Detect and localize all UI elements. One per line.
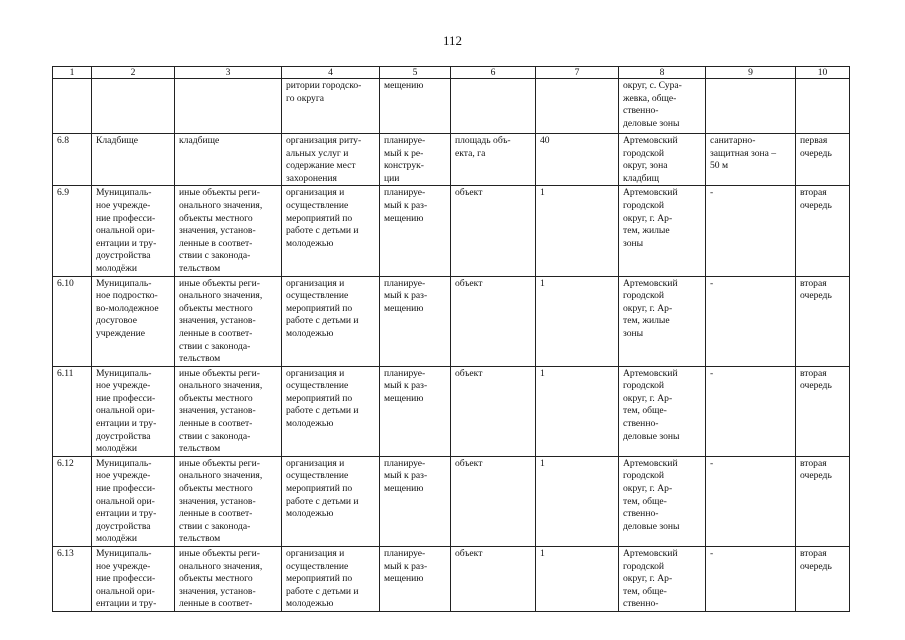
cell-row-number: 6.9 — [53, 186, 92, 276]
column-number: 6 — [451, 67, 536, 79]
cell-object-name: Муниципаль- ное учрежде- ние професси- ональной ори- ентации и тру- доустройства молодёжи — [92, 366, 175, 456]
cell-characteristic: объект — [451, 186, 536, 276]
column-number: 5 — [380, 67, 451, 79]
column-number: 2 — [92, 67, 175, 79]
cell-value: 40 — [536, 134, 619, 186]
cell-row-number: 6.11 — [53, 366, 92, 456]
cell-purpose: организация и осуществление мероприятий по работе с детьми и молодежью — [282, 276, 380, 366]
cell-zone — [706, 79, 796, 134]
cell-zone: - — [706, 456, 796, 546]
cell-status: планируе- мый к раз- мещению — [380, 456, 451, 546]
cell-status: планируе- мый к раз- мещению — [380, 276, 451, 366]
cell-characteristic: объект — [451, 547, 536, 612]
cell-stage: вторая очередь — [796, 366, 850, 456]
cell-location: Артемовский городской округ, г. Ар- тем, жилые зоны — [619, 186, 706, 276]
table-row — [53, 366, 850, 456]
table-row — [53, 456, 850, 546]
cell-zone: - — [706, 366, 796, 456]
cell-object-type: кладбище — [175, 134, 282, 186]
cell-row-number — [53, 79, 92, 134]
cell-object-type: иные объекты реги- онального значения, объекты местного значения, установ- ленные в соответ- ствии с законода- тельством — [175, 456, 282, 546]
cell-location: Артемовский городской округ, зона кладбищ — [619, 134, 706, 186]
table-row — [53, 134, 850, 186]
column-number: 10 — [796, 67, 850, 79]
column-number: 1 — [53, 67, 92, 79]
cell-stage: первая очередь — [796, 134, 850, 186]
cell-characteristic — [451, 79, 536, 134]
cell-row-number: 6.10 — [53, 276, 92, 366]
cell-characteristic: объект — [451, 366, 536, 456]
column-number: 3 — [175, 67, 282, 79]
table-row — [53, 547, 850, 612]
cell-status: планируе- мый к раз- мещению — [380, 547, 451, 612]
table-row — [53, 276, 850, 366]
cell-purpose: организация и осуществление мероприятий по работе с детьми и молодежью — [282, 456, 380, 546]
column-number: 7 — [536, 67, 619, 79]
cell-object-type: иные объекты реги- онального значения, объекты местного значения, установ- ленные в соответ- ствии с законода- тельством — [175, 366, 282, 456]
column-number: 9 — [706, 67, 796, 79]
column-number: 4 — [282, 67, 380, 79]
table-row — [53, 79, 850, 134]
cell-zone: - — [706, 276, 796, 366]
cell-stage: вторая очередь — [796, 456, 850, 546]
cell-location: Артемовский городской округ, г. Ар- тем, обще- ственно- деловые зоны — [619, 456, 706, 546]
cell-characteristic: площадь объ- екта, га — [451, 134, 536, 186]
cell-object-name — [92, 79, 175, 134]
cell-characteristic: объект — [451, 456, 536, 546]
table-row — [53, 186, 850, 276]
cell-location: Артемовский городской округ, г. Ар- тем, обще- ственно- — [619, 547, 706, 612]
cell-value: 1 — [536, 186, 619, 276]
cell-value: 1 — [536, 547, 619, 612]
column-number: 8 — [619, 67, 706, 79]
cell-zone: - — [706, 547, 796, 612]
cell-object-type: иные объекты реги- онального значения, объекты местного значения, установ- ленные в соответ- ствии с законода- тельством — [175, 186, 282, 276]
table-body — [53, 67, 850, 612]
cell-object-name: Кладбище — [92, 134, 175, 186]
cell-stage — [796, 79, 850, 134]
cell-purpose: ритории городско- го округа — [282, 79, 380, 134]
cell-object-type: иные объекты реги- онального значения, объекты местного значения, установ- ленные в соответ- ствии с законода- тельством — [175, 276, 282, 366]
cell-purpose: организация и осуществление мероприятий по работе с детьми и молодежью — [282, 186, 380, 276]
cell-row-number: 6.8 — [53, 134, 92, 186]
cell-location: округ, с. Сура- жевка, обще- ственно- деловые зоны — [619, 79, 706, 134]
cell-value: 1 — [536, 456, 619, 546]
cell-location: Артемовский городской округ, г. Ар- тем, жилые зоны — [619, 276, 706, 366]
cell-object-name: Муниципаль- ное учрежде- ние професси- ональной ори- ентации и тру- — [92, 547, 175, 612]
cell-object-type — [175, 79, 282, 134]
cell-characteristic: объект — [451, 276, 536, 366]
cell-status: планируе- мый к ре- конструк- ции — [380, 134, 451, 186]
cell-status: планируе- мый к раз- мещению — [380, 186, 451, 276]
page-number: 112 — [442, 33, 463, 48]
cell-zone: санитарно- защитная зона – 50 м — [706, 134, 796, 186]
cell-stage: вторая очередь — [796, 186, 850, 276]
cell-location: Артемовский городской округ, г. Ар- тем, обще- ственно- деловые зоны — [619, 366, 706, 456]
cell-purpose: организация и осуществление мероприятий по работе с детьми и молодежью — [282, 547, 380, 612]
cell-value — [536, 79, 619, 134]
cell-stage: вторая очередь — [796, 276, 850, 366]
cell-value: 1 — [536, 366, 619, 456]
cell-row-number: 6.13 — [53, 547, 92, 612]
cell-zone: - — [706, 186, 796, 276]
column-number-row — [53, 67, 850, 79]
cell-object-name: Муниципаль- ное учрежде- ние професси- ональной ори- ентации и тру- доустройства молодёжи — [92, 456, 175, 546]
cell-stage: вторая очередь — [796, 547, 850, 612]
cell-purpose: организация и осуществление мероприятий по работе с детьми и молодежью — [282, 366, 380, 456]
cell-value: 1 — [536, 276, 619, 366]
cell-object-name: Муниципаль- ное учрежде- ние професси- ональной ори- ентации и тру- доустройства молодёжи — [92, 186, 175, 276]
cell-row-number: 6.12 — [53, 456, 92, 546]
cell-status: мещению — [380, 79, 451, 134]
cell-status: планируе- мый к раз- мещению — [380, 366, 451, 456]
planning-table — [52, 66, 850, 612]
cell-object-type: иные объекты реги- онального значения, объекты местного значения, установ- ленные в соответ- — [175, 547, 282, 612]
cell-purpose: организация риту- альных услуг и содержание мест захоронения — [282, 134, 380, 186]
cell-object-name: Муниципаль- ное подростко- во-молодежное досуговое учреждение — [92, 276, 175, 366]
